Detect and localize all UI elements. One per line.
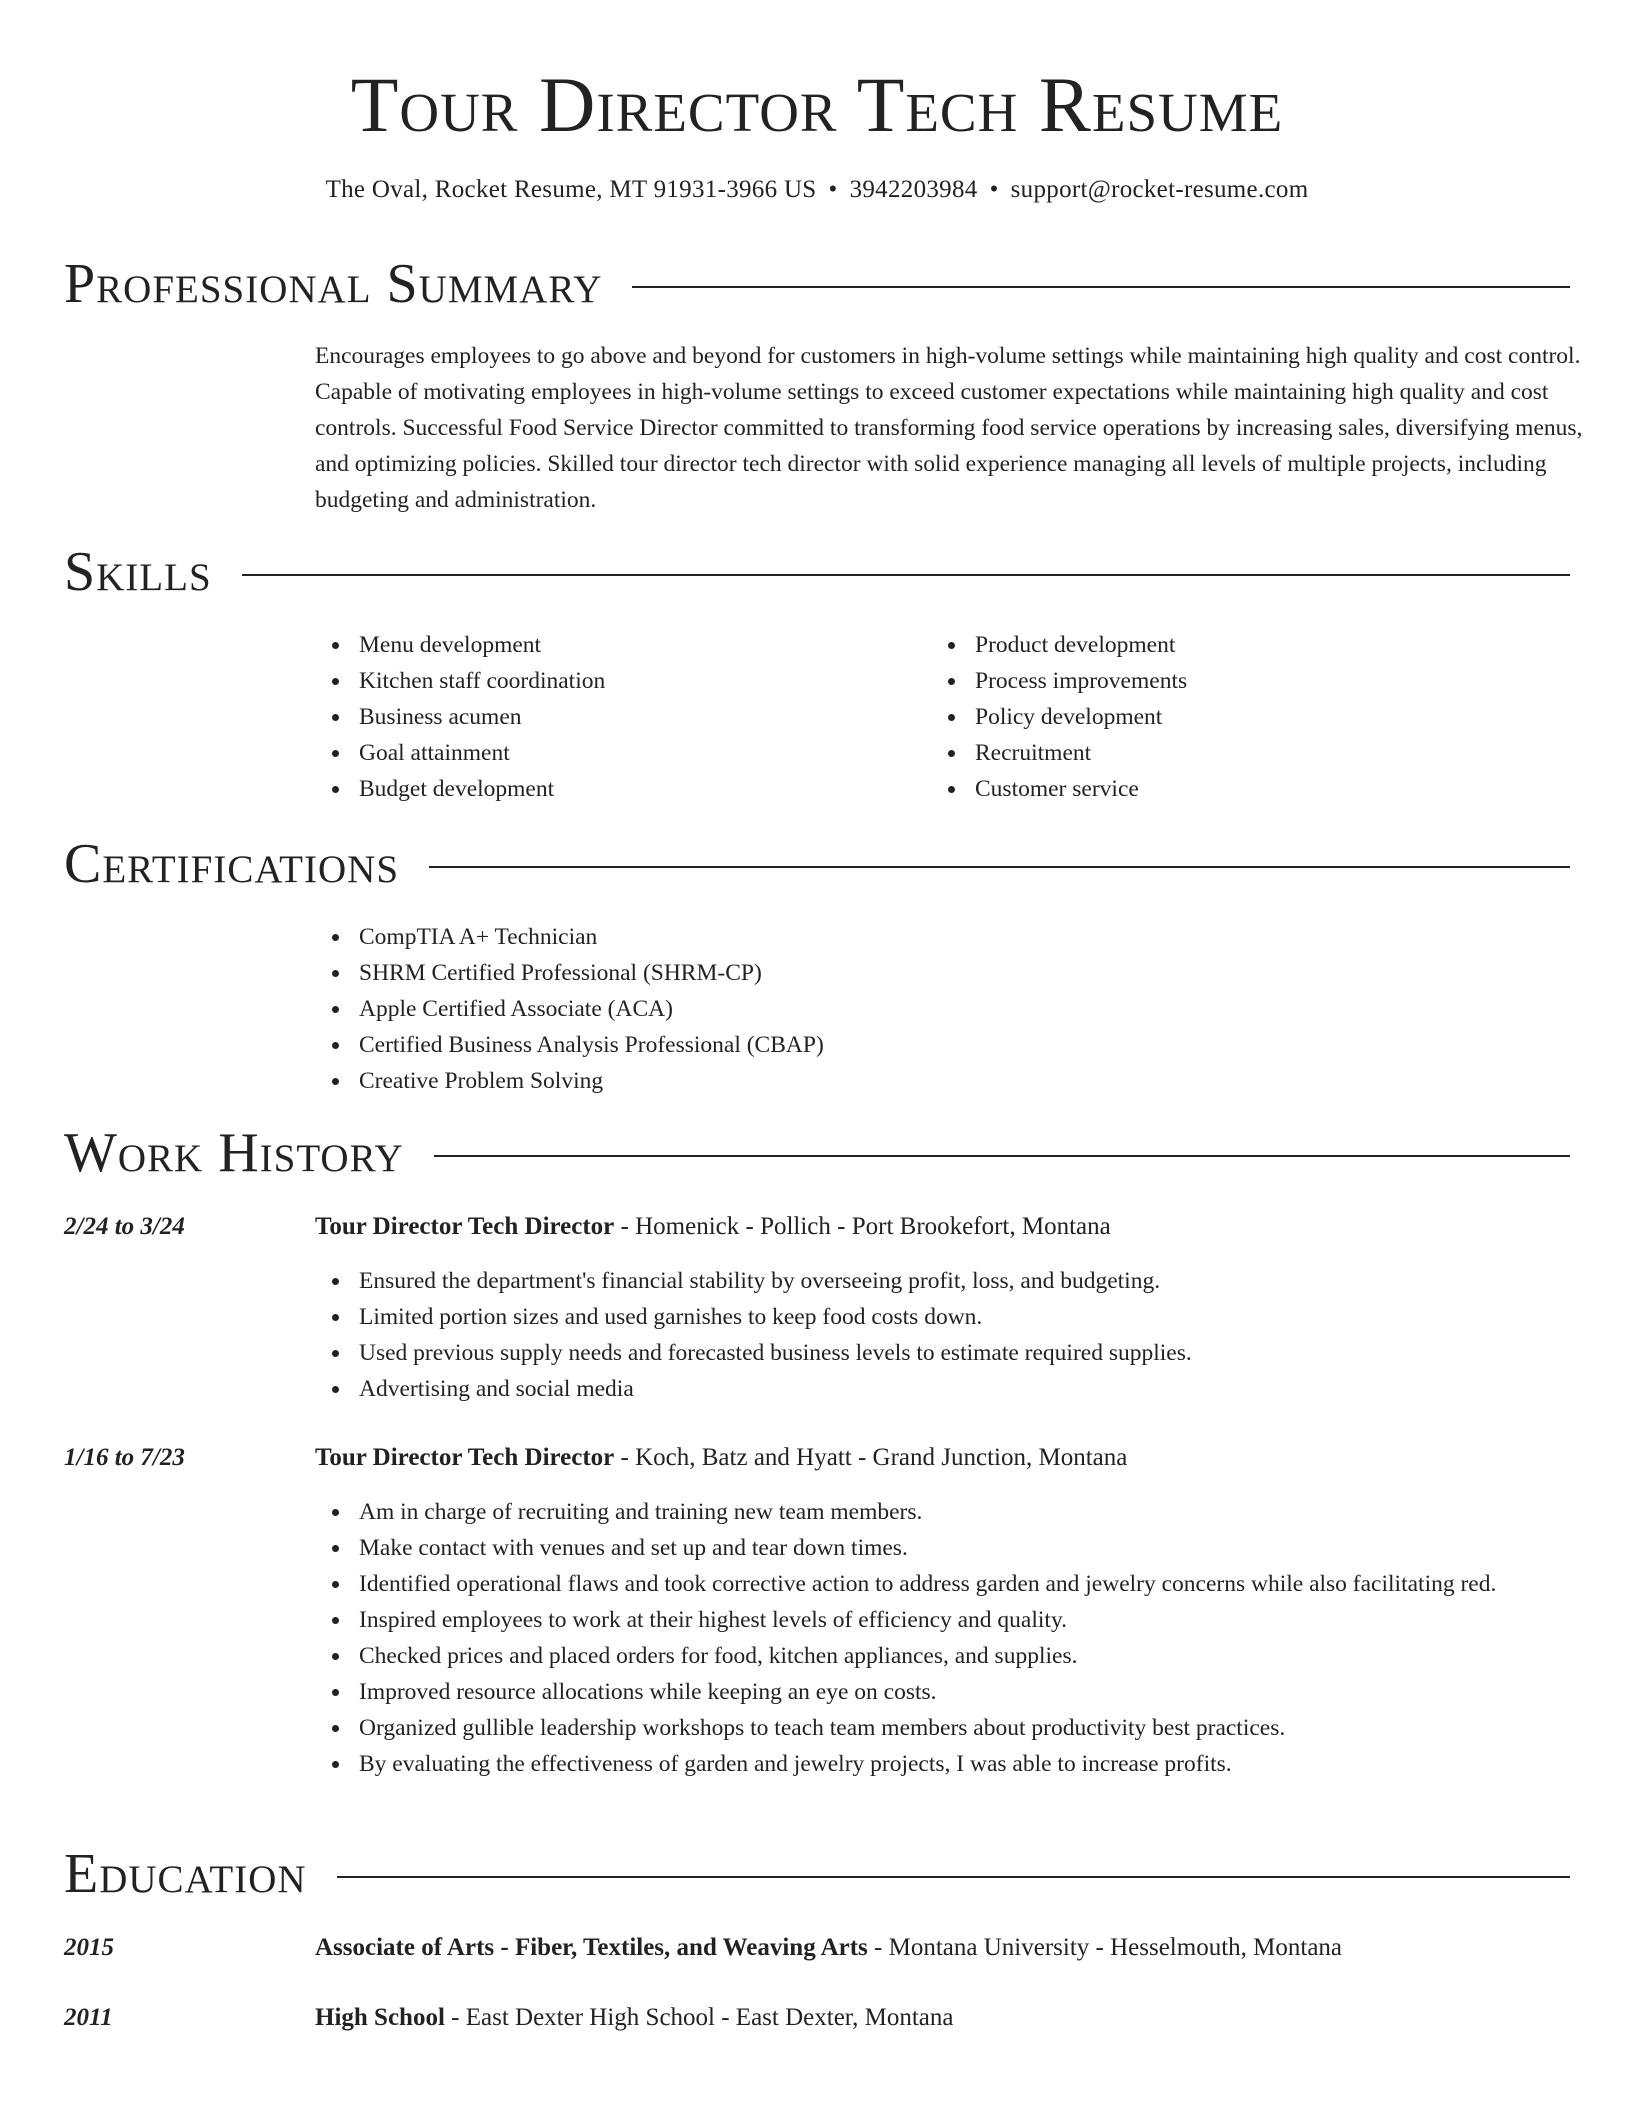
- skills-list-left: [315, 627, 915, 807]
- contact-address: The Oval, Rocket Resume, MT 91931-3966 US: [325, 176, 817, 203]
- skill-item: Recruitment: [931, 735, 1531, 771]
- education-degree: Associate of Arts - Fiber, Textiles, and Weaving Arts: [315, 1934, 868, 1961]
- skill-item: Product development: [931, 627, 1531, 663]
- certification-item: SHRM Certified Professional (SHRM-CP): [315, 955, 1415, 991]
- skill-item: Goal attainment: [315, 735, 915, 771]
- job-dates: 2/24 to 3/24: [64, 1213, 185, 1240]
- education-degree: High School: [315, 2004, 445, 2031]
- job-title-line: [315, 1209, 1570, 1245]
- summary-section-header: [64, 252, 1570, 316]
- job-bullets: [315, 1494, 1615, 1782]
- education-year: 2015: [64, 1934, 114, 1961]
- education-section-header: [64, 1842, 1570, 1906]
- job-bullet: Am in charge of recruiting and training new team members.: [315, 1494, 1615, 1530]
- job-bullet: Organized gullible leadership workshops to teach team members about productivity best practices.: [315, 1710, 1615, 1746]
- education-school-location: - Montana University - Hesselmouth, Montana: [867, 1934, 1343, 1961]
- contact-separator: •: [989, 176, 999, 203]
- contact-phone: 3942203984: [849, 176, 978, 203]
- summary-text: Encourages employees to go above and beyond for customers in high-volume settings while maintaining high quality and cost control. Capable of motivating employees in high-volume settings to exceed customer expectations while maintaining high quality and cost controls. Successful Food Service Director committed to transforming food service operations by increasing sales, diversifying menus, and optimizing policies. Skilled tour director tech director with solid experience managing all levels of multiple projects, including budgeting and administration.: [315, 343, 1583, 513]
- resume-title: Tour Director Tech Resume: [350, 61, 1284, 148]
- certification-item: Certified Business Analysis Professional (CBAP): [315, 1027, 1415, 1063]
- job-bullet: Ensured the department's financial stability by overseeing profit, loss, and budgeting.: [315, 1263, 1615, 1299]
- work-history-section-header: [64, 1121, 1570, 1185]
- education-heading: Education: [64, 1843, 307, 1905]
- education-entry: [315, 1930, 1570, 1966]
- skill-item: Budget development: [315, 771, 915, 807]
- job-bullet: By evaluating the effectiveness of garden and jewelry projects, I was able to increase profits.: [315, 1746, 1615, 1782]
- job-bullet: Checked prices and placed orders for food, kitchen appliances, and supplies.: [315, 1638, 1615, 1674]
- contact-email: support@rocket-resume.com: [1010, 176, 1309, 203]
- skill-item: Kitchen staff coordination: [315, 663, 915, 699]
- certifications-heading: Certifications: [64, 833, 400, 895]
- certification-item: CompTIA A+ Technician: [315, 919, 1415, 955]
- work-history-heading: Work History: [64, 1122, 404, 1184]
- skill-item: Process improvements: [931, 663, 1531, 699]
- certifications-list: [315, 919, 1415, 1099]
- job-bullet: Improved resource allocations while keeping an eye on costs.: [315, 1674, 1615, 1710]
- skill-item: Menu development: [315, 627, 915, 663]
- skill-item: Customer service: [931, 771, 1531, 807]
- job-bullet: Advertising and social media: [315, 1371, 1615, 1407]
- skills-list-right: [931, 627, 1531, 807]
- job-bullet: Limited portion sizes and used garnishes to keep food costs down.: [315, 1299, 1615, 1335]
- skills-heading: Skills: [64, 541, 212, 603]
- certification-item: Creative Problem Solving: [315, 1063, 1415, 1099]
- job-title: Tour Director Tech Director: [315, 1213, 615, 1240]
- job-bullets: [315, 1263, 1615, 1407]
- skill-item: Business acumen: [315, 699, 915, 735]
- section-divider: [632, 286, 1570, 288]
- summary-heading: Professional Summary: [64, 253, 603, 315]
- job-dates: 1/16 to 7/23: [64, 1444, 185, 1471]
- job-employer-location: - Koch, Batz and Hyatt - Grand Junction, Montana: [614, 1444, 1128, 1471]
- certification-item: Apple Certified Associate (ACA): [315, 991, 1415, 1027]
- job-employer-location: - Homenick - Pollich - Port Brookefort, Montana: [614, 1213, 1111, 1240]
- skills-section-header: [64, 540, 1570, 604]
- job-bullet: Inspired employees to work at their highest levels of efficiency and quality.: [315, 1602, 1615, 1638]
- job-bullet: Make contact with venues and set up and tear down times.: [315, 1530, 1615, 1566]
- job-bullet: Identified operational flaws and took corrective action to address garden and jewelry concerns while also facilitating red.: [315, 1566, 1615, 1602]
- education-entry: [315, 2000, 1570, 2036]
- section-divider: [434, 1155, 1570, 1157]
- skill-item: Policy development: [931, 699, 1531, 735]
- education-school-location: - East Dexter High School - East Dexter, Montana: [444, 2004, 954, 2031]
- job-bullet: Used previous supply needs and forecasted business levels to estimate required supplies.: [315, 1335, 1615, 1371]
- contact-separator: •: [828, 176, 838, 203]
- contact-line: [64, 174, 1570, 206]
- job-title: Tour Director Tech Director: [315, 1444, 615, 1471]
- section-divider: [337, 1876, 1570, 1878]
- education-year: 2011: [64, 2004, 113, 2031]
- section-divider: [429, 866, 1570, 868]
- section-divider: [242, 574, 1570, 576]
- job-title-line: [315, 1440, 1570, 1476]
- certifications-section-header: [64, 832, 1570, 896]
